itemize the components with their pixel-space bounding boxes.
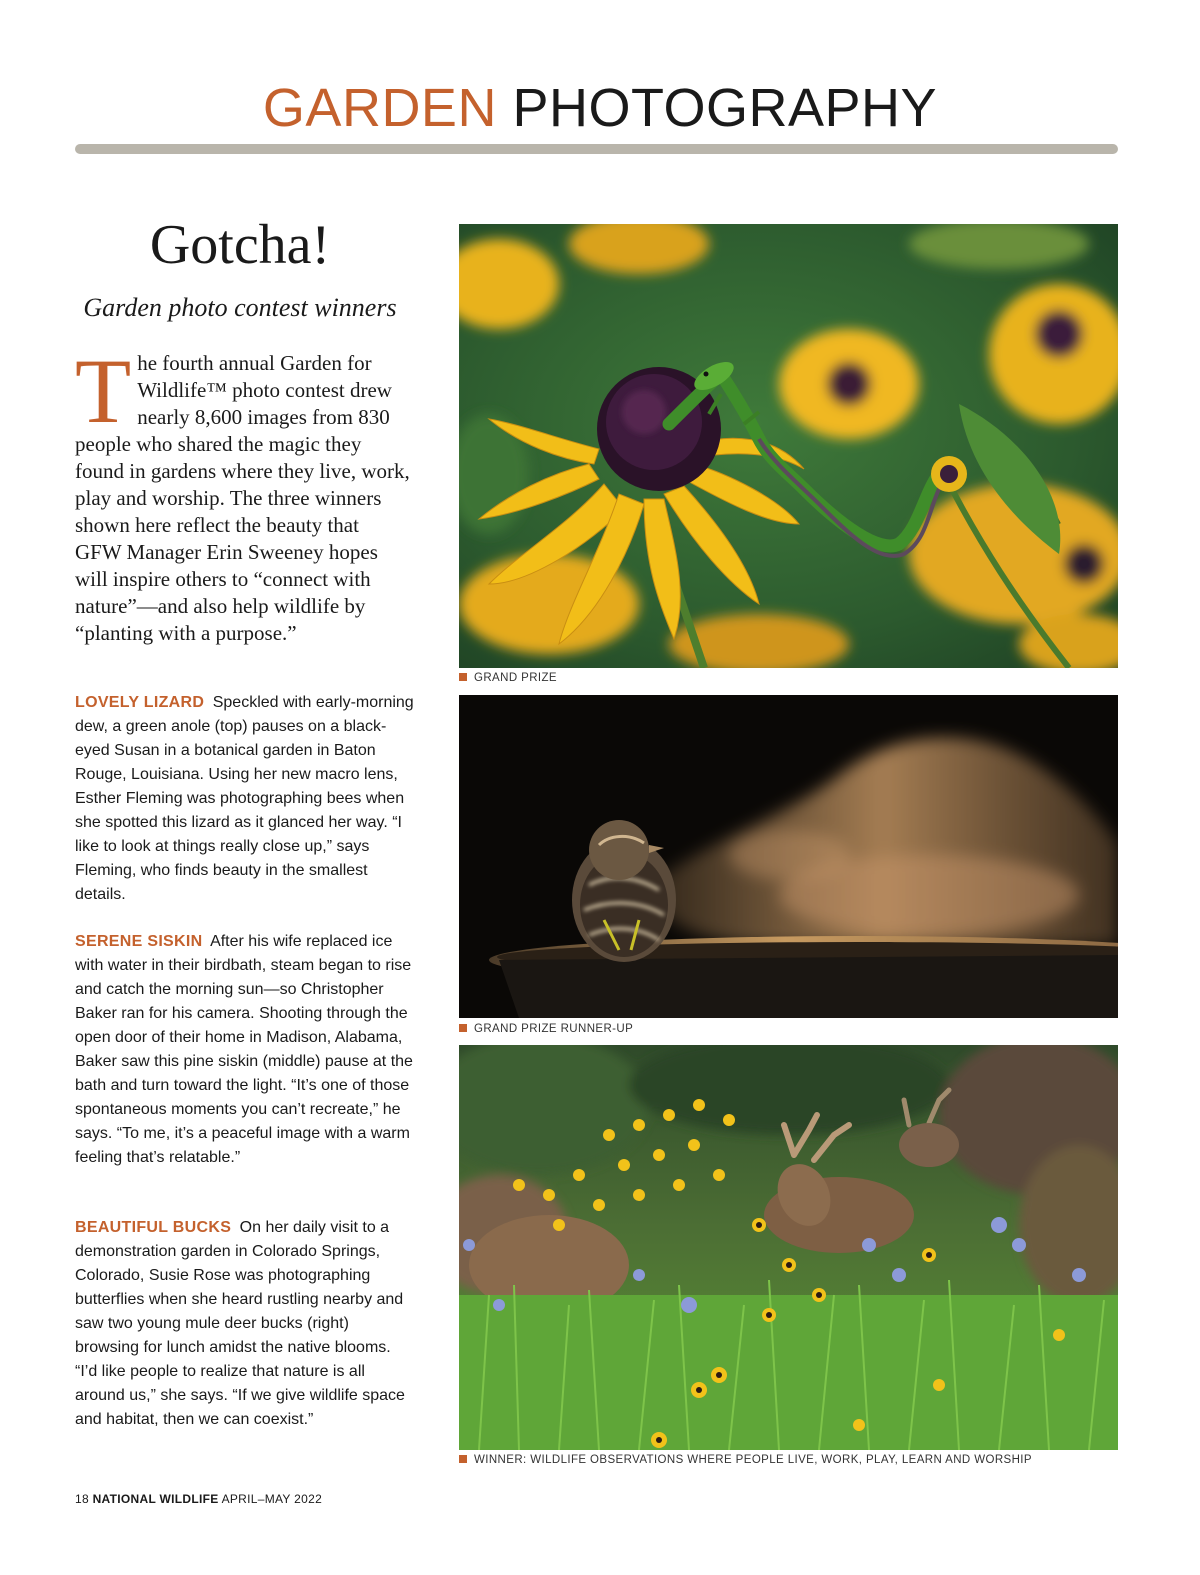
intro-paragraph (75, 340, 410, 647)
article-title: Gotcha! (149, 214, 331, 276)
intro-text: he fourth annual Garden for Wildlife™ photo contest drew nearly 8,600 images from 830 people who shared the magic they found in gardens where they live, work, play and worship. The three winners shown here reflect the beauty that GFW Manager Erin Sweeney hopes will inspire others to “connect with nature”—and also help wildlife by “planting with a purpose.” (75, 351, 410, 645)
story-heading: LOVELY LIZARD (75, 694, 205, 711)
caption-grand-prize-runner-up (459, 1022, 633, 1036)
issue-date: APRIL–MAY 2022 (221, 1492, 323, 1506)
caption-text: GRAND PRIZE (474, 672, 557, 684)
story-text: Speckled with early-morning dew, a green anole (top) pauses on a black-eyed Susan in a botanical garden in Baton Rouge, Louisiana. Using her new macro lens, Esther Fleming was photographing bees when she spotted this lizard as it glanced her way. “I like to look at things really close up,” says Fleming, who finds beauty in the smallest details. (75, 694, 414, 903)
caption-marker (459, 1024, 467, 1032)
caption-grand-prize (459, 671, 557, 685)
photo-wildlife-observations-winner (459, 1045, 1118, 1450)
caption-marker (459, 1455, 467, 1463)
caption-wildlife-observations-winner (459, 1453, 1032, 1467)
deer-photo-image (459, 1045, 1118, 1450)
story-lovely-lizard (75, 691, 415, 907)
anole-photo-image (459, 224, 1118, 668)
section-header-rest: PHOTOGRAPHY (512, 78, 938, 138)
photo-grand-prize-runner-up (459, 695, 1118, 1018)
caption-text: WINNER: WILDLIFE OBSERVATIONS WHERE PEOPLE LIVE, WORK, PLAY, LEARN AND WORSHIP (474, 1454, 1032, 1466)
article-subtitle: Garden photo contest winners (83, 293, 397, 322)
magazine-name: NATIONAL WILDLIFE (92, 1492, 219, 1506)
page-number: 18 (75, 1492, 89, 1506)
caption-marker (459, 673, 467, 681)
drop-cap: T (75, 340, 132, 442)
section-header (0, 76, 1200, 140)
story-text: After his wife replaced ice with water in their birdbath, steam began to rise and catch the morning sun—so Christopher Baker ran for his camera. Shooting through the open door of their home in Madison, Alabama, Baker saw this pine siskin (middle) pause at the bath and turn toward the light. “It’s one of those spontaneous moments you can’t recreate,” he says. “To me, it’s a peaceful image with a warm feeling that’s relatable.” (75, 933, 413, 1166)
siskin-photo-image (459, 695, 1118, 1018)
caption-text: GRAND PRIZE RUNNER-UP (474, 1023, 634, 1035)
header-rule (75, 144, 1118, 154)
page-footer (75, 1492, 322, 1506)
story-text: On her daily visit to a demonstration garden in Colorado Springs, Colorado, Susie Rose was photographing butterflies when she heard rustling nearby and saw two young mule deer bucks (right) browsing for lunch amidst the native blooms. “I’d like people to realize that nature is all around us,” she says. “If we give wildlife space and habitat, then we can coexist.” (75, 1219, 405, 1428)
section-header-accent: GARDEN (262, 78, 497, 138)
story-heading: BEAUTIFUL BUCKS (75, 1219, 232, 1236)
story-heading: SERENE SISKIN (75, 933, 203, 950)
story-serene-siskin (75, 930, 415, 1170)
photo-grand-prize (459, 224, 1118, 668)
story-beautiful-bucks (75, 1216, 415, 1432)
